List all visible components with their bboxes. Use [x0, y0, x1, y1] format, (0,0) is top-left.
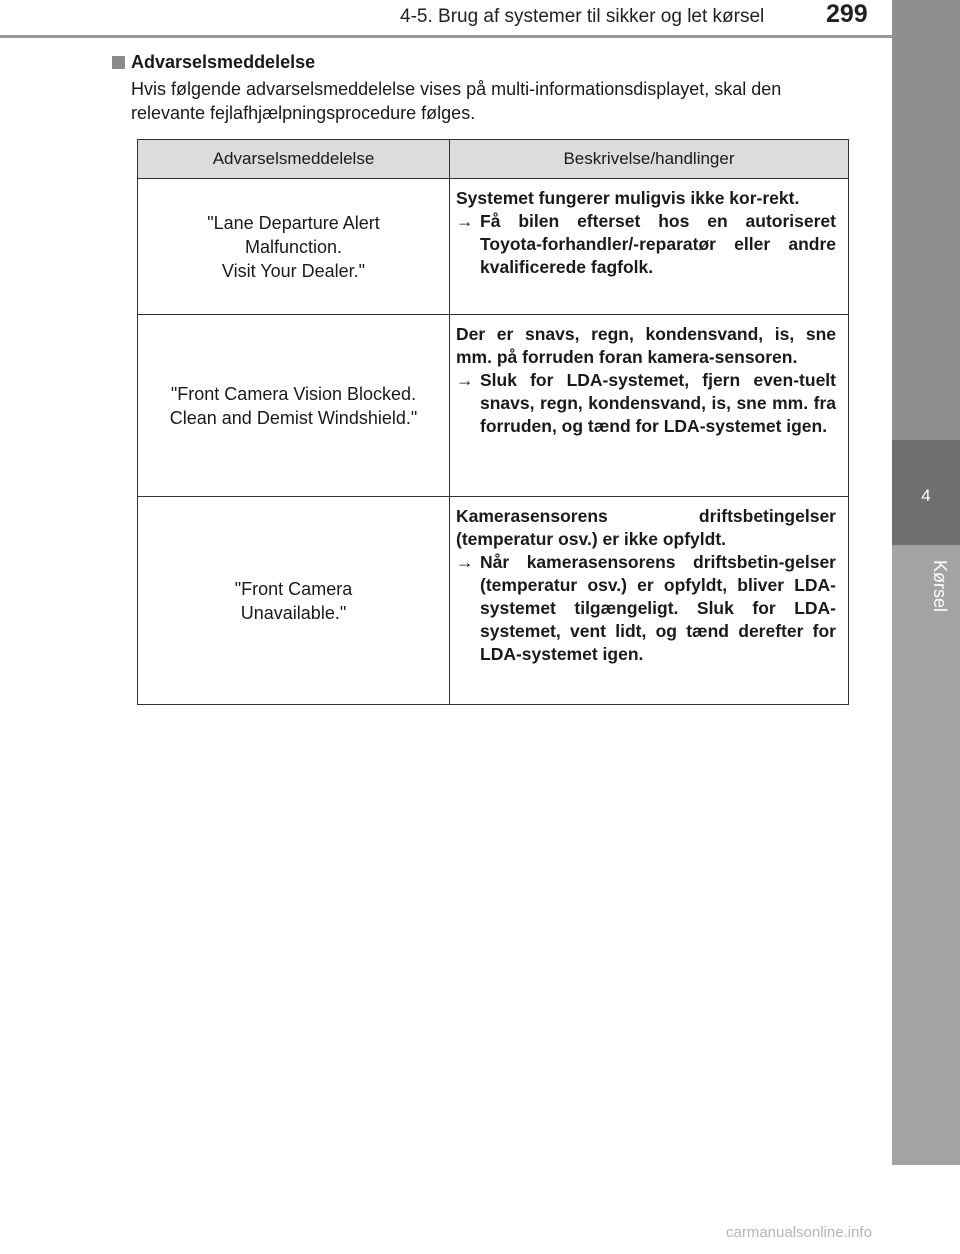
warning-description	[450, 497, 849, 705]
table-row	[138, 497, 849, 705]
description-text: Der er snavs, regn, kondensvand, is, sne mm. på forruden foran kamera-sensoren.	[456, 324, 836, 367]
page-number: 299	[826, 0, 868, 28]
column-header-description: Beskrivelse/handlinger	[450, 140, 849, 179]
intro-paragraph: Hvis følgende advarselsmeddelelse vises på multi-informationsdisplayet, skal den relevante fejlafhjælpningsprocedure følges.	[131, 79, 782, 123]
warning-message: "Lane Departure Alert Malfunction. Visit Your Dealer."	[138, 179, 450, 315]
warning-message: "Front Camera Unavailable."	[138, 497, 450, 705]
chapter-number: 4	[921, 486, 931, 505]
description-text: Systemet fungerer muligvis ikke kor-rekt.	[456, 188, 800, 208]
header-title: 4-5. Brug af systemer til sikker og let kørsel	[400, 6, 765, 27]
action-text: Sluk for LDA-systemet, fjern even-tuelt snavs, regn, kondensvand, is, sne mm. fra forruden, og tænd for LDA-systemet igen.	[480, 370, 836, 436]
section-heading	[112, 52, 315, 73]
action-item	[456, 551, 836, 666]
warning-description	[450, 179, 849, 315]
arrow-icon: →	[456, 211, 474, 231]
action-text: Når kamerasensorens driftsbetin-gelser (temperatur osv.) er opfyldt, bliver LDA-systemet tilgængeligt. Sluk for LDA-systemet, vent lidt, og tænd derefter for LDA-systemet igen.	[480, 552, 836, 664]
arrow-icon: →	[456, 370, 474, 390]
warning-table	[137, 139, 849, 705]
action-item	[456, 369, 836, 438]
watermark: carmanualsonline.info	[726, 1224, 872, 1241]
side-tab-upper	[892, 0, 960, 440]
bullet-square-icon	[112, 56, 125, 69]
section-heading-text: Advarselsmeddelelse	[131, 52, 316, 72]
arrow-icon: →	[456, 552, 474, 572]
action-item	[456, 210, 836, 279]
table-row	[138, 315, 849, 497]
table-row	[138, 179, 849, 315]
chapter-label: Kørsel	[930, 560, 950, 613]
action-text: Få bilen efterset hos en autoriseret Toyota-forhandler/-reparatør eller andre kvalificerede fagfolk.	[480, 211, 836, 277]
table-header-row	[138, 140, 849, 179]
header-rule	[0, 35, 892, 38]
warning-message: "Front Camera Vision Blocked. Clean and Demist Windshield."	[138, 315, 450, 497]
warning-description	[450, 315, 849, 497]
column-header-message: Advarselsmeddelelse	[138, 140, 450, 179]
description-text: Kamerasensorens driftsbetingelser (temperatur osv.) er ikke opfyldt.	[456, 506, 836, 549]
